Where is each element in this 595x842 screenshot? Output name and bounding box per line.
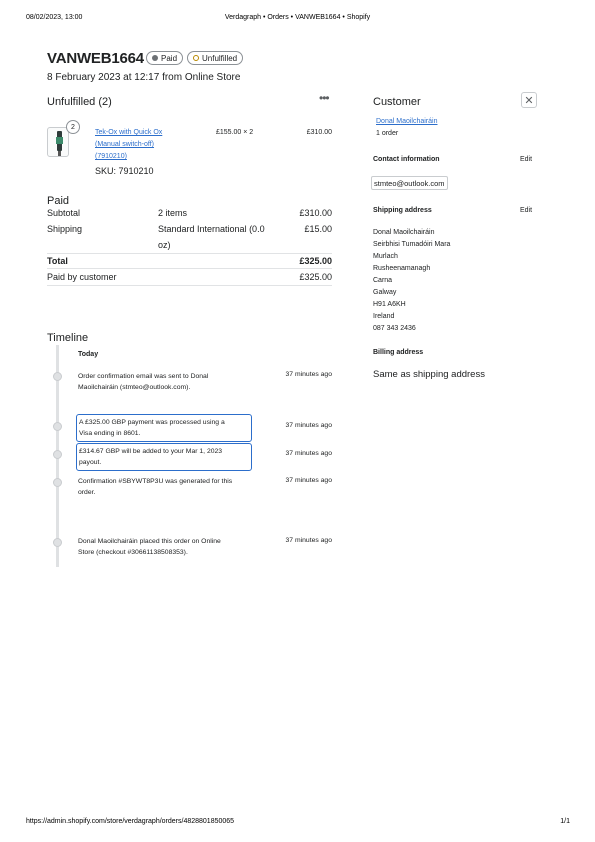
paid-badge-label: Paid: [161, 53, 178, 63]
timeline-title: Timeline: [47, 332, 89, 344]
timeline-dot-icon: [53, 478, 62, 487]
timeline-event-line: Order confirmation email was sent to Donal: [78, 373, 209, 380]
product-sku: SKU: 7910210: [95, 166, 154, 176]
paid-badge: [146, 51, 183, 65]
print-title: Verdagraph • Orders • VANWEB1664 • Shopify: [224, 14, 371, 21]
paid-by-customer-amount: £325.00: [299, 272, 332, 282]
contact-info-title: Contact information: [373, 156, 440, 163]
timeline-event[interactable]: [76, 443, 252, 471]
timeline-event-time: 37 minutes ago: [285, 477, 332, 484]
payment-bottom-divider: [47, 285, 332, 286]
shipping-address-line: Seirbhisi Tumadóiri Mara: [373, 241, 451, 248]
customer-email-link[interactable]: stmteo@outlook.com: [371, 176, 448, 190]
timeline-event-line: Store (checkout #30661138508353).: [78, 549, 188, 556]
total-divider: [47, 253, 332, 254]
subtotal-detail: 2 items: [158, 208, 188, 218]
shipping-address-line: Murlach: [373, 253, 398, 260]
paid-divider: [47, 268, 332, 269]
timeline-event-time: 37 minutes ago: [285, 371, 332, 378]
shipping-address-line: 087 343 2436: [373, 325, 416, 332]
shipping-address-block: [373, 227, 450, 335]
shipping-address-line: Donal Maoilchairáin: [373, 229, 435, 236]
print-date: 08/02/2023, 13:00: [26, 14, 83, 21]
timeline-event-line: payout.: [79, 459, 102, 466]
shipping-detail-line2: oz): [158, 240, 171, 250]
contact-edit-button[interactable]: Edit: [520, 156, 533, 163]
timeline-event: [78, 371, 250, 393]
timeline-dot-icon: [53, 372, 62, 381]
timeline-event-time: 37 minutes ago: [285, 537, 332, 544]
timeline-event: [78, 476, 250, 498]
unfulfilled-badge-label: Unfulfilled: [202, 53, 238, 63]
paid-by-customer-label: Paid by customer: [47, 272, 117, 282]
timeline-event-line: Donal Maoilchairáin placed this order on Online: [78, 538, 221, 545]
timeline-event-line: Visa ending in 8601.: [79, 430, 141, 437]
total-amount: £325.00: [299, 256, 332, 266]
subtotal-label: Subtotal: [47, 208, 81, 218]
print-page-number: 1/1: [560, 818, 570, 825]
shipping-label: Shipping: [47, 224, 83, 234]
close-icon: ✕: [524, 94, 534, 107]
product-name-link[interactable]: Tek-Ox with Quick Ox: [95, 129, 163, 136]
more-actions-icon[interactable]: •••: [319, 91, 329, 105]
total-label: Total: [47, 256, 68, 266]
timeline-dot-icon: [53, 450, 62, 459]
customer-name-link[interactable]: Donal Maoilchairáin: [376, 118, 438, 125]
order-date: 8 February 2023 at 12:17 from Online Store: [47, 72, 241, 83]
timeline-event-line: A £325.00 GBP payment was processed using a: [79, 419, 225, 426]
timeline-event-time: 37 minutes ago: [285, 450, 332, 457]
billing-address-value: Same as shipping address: [373, 369, 485, 380]
shipping-address-line: Rusheenamanagh: [373, 265, 431, 272]
shipping-address-line: Carna: [373, 277, 393, 284]
shipping-address-title: Shipping address: [373, 207, 432, 214]
timeline-event-line: Confirmation #SBYWT8P3U was generated for this: [78, 478, 233, 485]
billing-address-title: Billing address: [373, 349, 424, 356]
product-thumbnail[interactable]: [47, 127, 69, 157]
timeline-day: Today: [78, 351, 99, 358]
shipping-amount: £15.00: [304, 224, 332, 234]
line-total: £310.00: [306, 129, 332, 136]
timeline-event[interactable]: [76, 414, 252, 442]
product-code-link[interactable]: (7910210): [95, 153, 127, 160]
customer-order-count: 1 order: [376, 130, 399, 137]
remove-customer-button[interactable]: [521, 92, 537, 108]
quantity-badge: 2: [66, 120, 80, 134]
shipping-address-line: H91 A6KH: [373, 301, 406, 308]
shipping-address-line: Ireland: [373, 313, 395, 320]
shipping-edit-button[interactable]: Edit: [520, 207, 533, 214]
order-id: VANWEB1664: [47, 50, 144, 67]
paid-status-dot-icon: [152, 55, 158, 61]
product-variant-link[interactable]: (Manual switch-off): [95, 141, 155, 148]
product-image-icon: [48, 128, 69, 157]
customer-title: Customer: [373, 96, 421, 108]
timeline-event-time: 37 minutes ago: [285, 422, 332, 429]
shipping-address-line: Galway: [373, 289, 397, 296]
print-url: https://admin.shopify.com/store/verdagraph/orders/4828801850065: [26, 818, 235, 825]
subtotal-amount: £310.00: [299, 208, 332, 218]
unfulfilled-title: Unfulfilled (2): [47, 96, 112, 108]
shipping-detail-line1: Standard International (0.0: [158, 224, 265, 234]
timeline-dot-icon: [53, 538, 62, 547]
timeline-event-line: Maoilchairáin (stmteo@outlook.com).: [78, 384, 191, 391]
timeline-event: [78, 536, 250, 558]
unfulfilled-status-dot-icon: [193, 55, 199, 61]
timeline-event-line: £314.67 GBP will be added to your Mar 1, 2023: [79, 448, 223, 455]
timeline-event-line: order.: [78, 489, 96, 496]
payment-title: Paid: [47, 195, 70, 207]
timeline-dot-icon: [53, 422, 62, 431]
unfulfilled-badge: [187, 51, 243, 65]
unit-price: £155.00 × 2: [216, 129, 254, 136]
